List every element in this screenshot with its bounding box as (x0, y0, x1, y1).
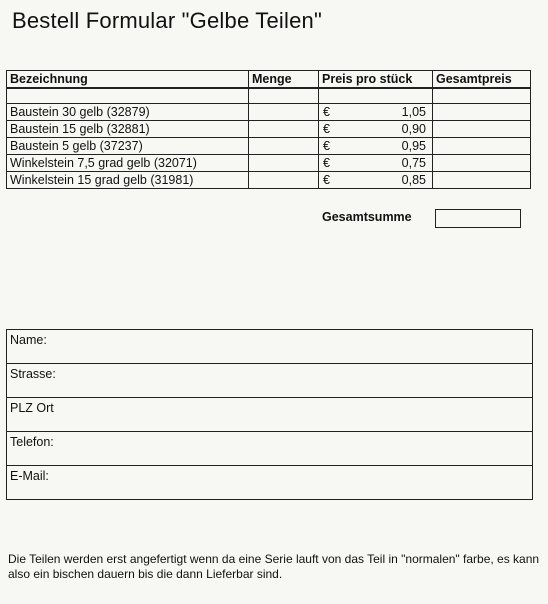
grand-total-label: Gesamtsumme (322, 210, 412, 224)
price-amount: 0,90 (401, 122, 426, 136)
name-field[interactable] (7, 330, 532, 364)
currency-symbol: € (323, 122, 330, 136)
price-amount: 0,95 (401, 139, 426, 153)
table-spacer-row (7, 88, 531, 104)
table-row (7, 172, 531, 189)
quantity-field[interactable] (249, 172, 319, 189)
price-amount: 1,05 (401, 105, 426, 119)
total-price-field[interactable] (433, 138, 531, 155)
unit-price (319, 121, 433, 138)
quantity-field[interactable] (249, 121, 319, 138)
table-row (7, 104, 531, 121)
currency-symbol: € (323, 156, 330, 170)
quantity-field[interactable] (249, 155, 319, 172)
header-gesamtpreis: Gesamtpreis (433, 71, 531, 89)
quantity-field[interactable] (249, 138, 319, 155)
email-label: E-Mail: (10, 469, 49, 483)
unit-price (319, 104, 433, 121)
currency-symbol: € (323, 139, 330, 153)
price-amount: 0,75 (401, 156, 426, 170)
item-name: Winkelstein 7,5 grad gelb (32071) (7, 155, 249, 172)
footer-note: Die Teilen werden erst angefertigt wenn da eine Serie lauft von das Teil in "normalen" farbe, es kann also ein bischen dauern bis die dann Lieferbar sind. (8, 552, 540, 581)
header-preis: Preis pro stück (319, 71, 433, 89)
item-name: Baustein 5 gelb (37237) (7, 138, 249, 155)
total-price-field[interactable] (433, 155, 531, 172)
total-price-field[interactable] (433, 121, 531, 138)
item-name: Winkelstein 15 grad gelb (31981) (7, 172, 249, 189)
table-row (7, 155, 531, 172)
quantity-field[interactable] (249, 104, 319, 121)
currency-symbol: € (323, 105, 330, 119)
street-label: Strasse: (10, 367, 56, 381)
spacer-cell (433, 88, 531, 104)
item-name: Baustein 15 gelb (32881) (7, 121, 249, 138)
page-title: Bestell Formular "Gelbe Teilen" (12, 8, 322, 33)
spacer-cell (7, 88, 249, 104)
item-name: Baustein 30 gelb (32879) (7, 104, 249, 121)
total-price-field[interactable] (433, 104, 531, 121)
street-field[interactable] (7, 364, 532, 398)
table-row (7, 121, 531, 138)
name-label: Name: (10, 333, 47, 347)
total-price-field[interactable] (433, 172, 531, 189)
grand-total-field[interactable] (435, 209, 521, 228)
unit-price (319, 155, 433, 172)
price-amount: 0,85 (401, 173, 426, 187)
postal-city-label: PLZ Ort (10, 401, 54, 415)
spacer-cell (319, 88, 433, 104)
email-field[interactable] (7, 466, 532, 499)
phone-label: Telefon: (10, 435, 54, 449)
order-table (6, 70, 531, 189)
address-form (6, 329, 533, 500)
postal-city-field[interactable] (7, 398, 532, 432)
header-menge: Menge (249, 71, 319, 89)
table-row (7, 138, 531, 155)
phone-field[interactable] (7, 432, 532, 466)
table-header-row (7, 71, 531, 89)
currency-symbol: € (323, 173, 330, 187)
header-bezeichnung: Bezeichnung (7, 71, 249, 89)
unit-price (319, 172, 433, 189)
unit-price (319, 138, 433, 155)
spacer-cell (249, 88, 319, 104)
